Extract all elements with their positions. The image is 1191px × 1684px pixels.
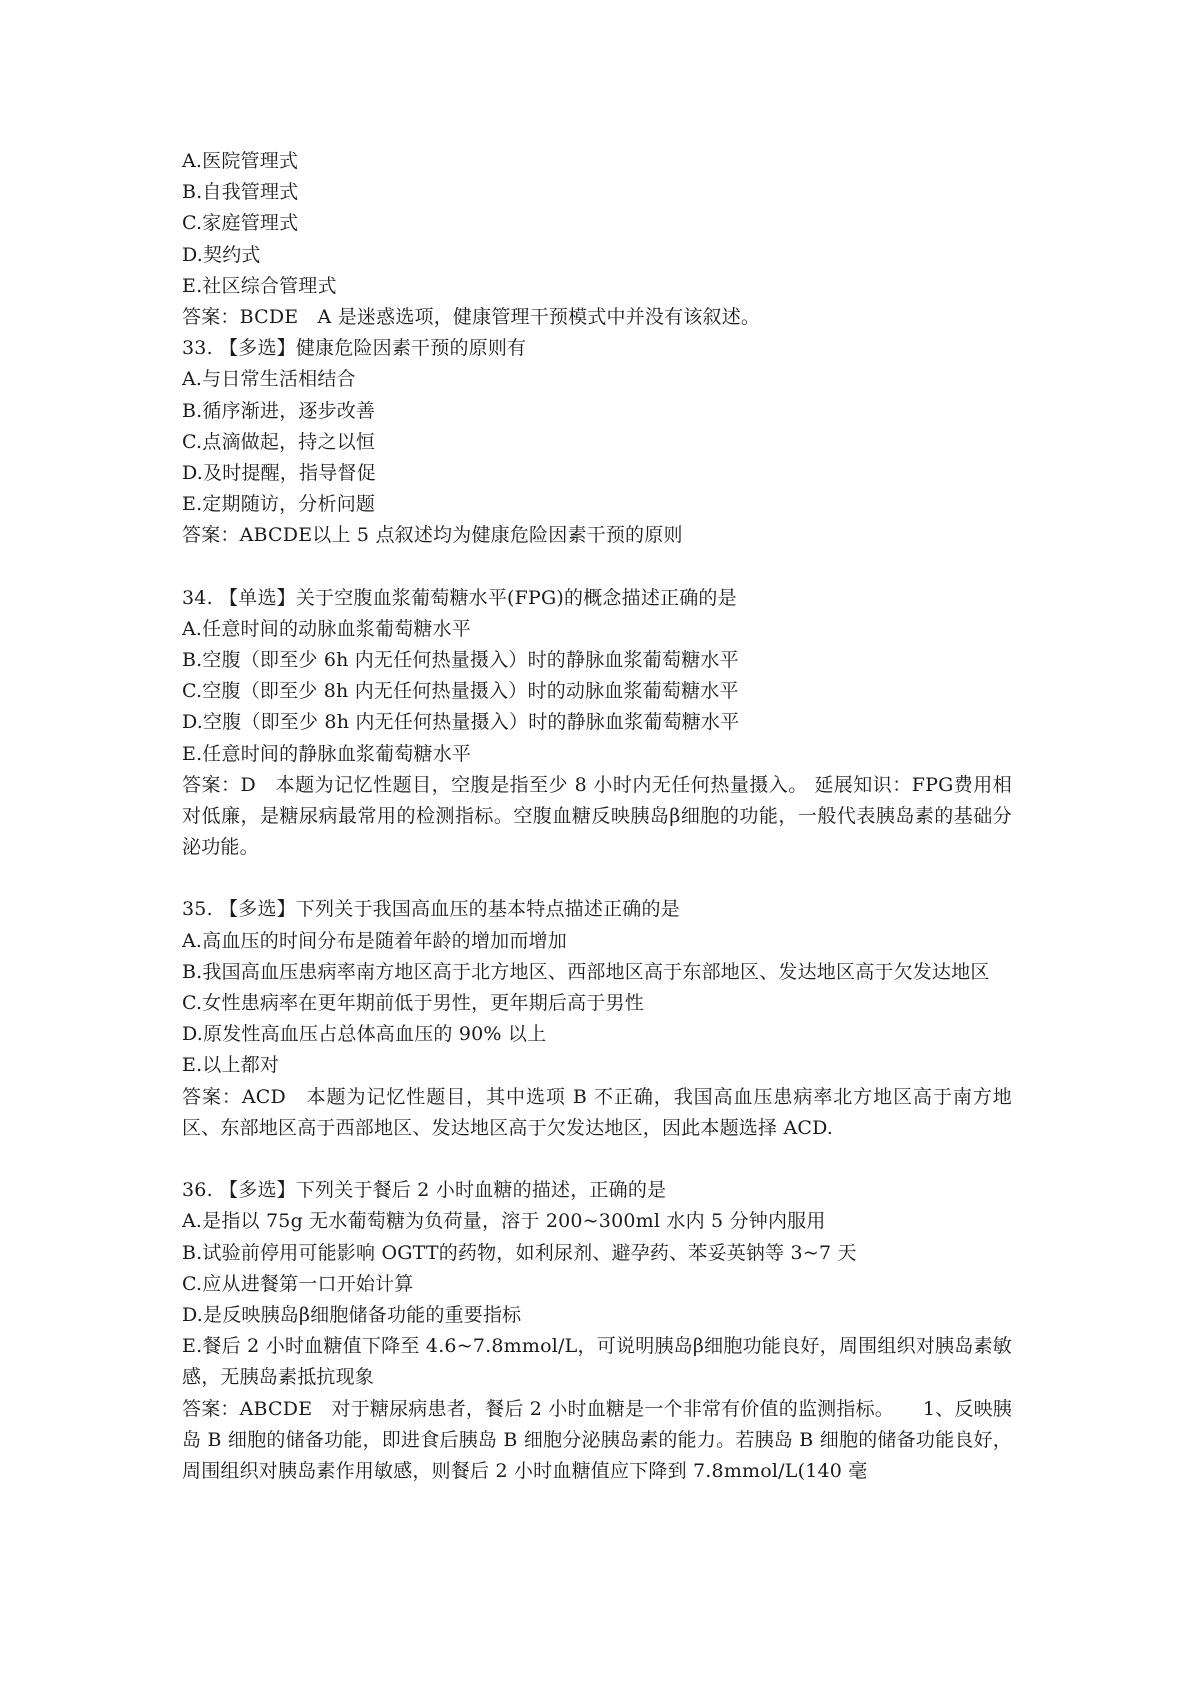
spacer bbox=[182, 552, 1012, 583]
spacer bbox=[182, 1144, 1012, 1175]
question-stem: 33. 【多选】健康危险因素干预的原则有 bbox=[182, 337, 527, 360]
answer-text: 答案：ABCDE以上 5 点叙述均为健康危险因素干预的原则 bbox=[182, 524, 683, 547]
question-34 bbox=[182, 583, 1012, 864]
option-c: C.女性患病率在更年期前低于男性，更年期后高于男性 bbox=[182, 992, 644, 1015]
option-b: B.空腹（即至少 6h 内无任何热量摄入）时的静脉血浆葡萄糖水平 bbox=[182, 649, 739, 672]
option-d: D.是反映胰岛β细胞储备功能的重要指标 bbox=[182, 1303, 522, 1326]
option-b: B.我国高血压患病率南方地区高于北方地区、西部地区高于东部地区、发达地区高于欠发达地区 bbox=[182, 960, 990, 983]
option-d: D.原发性高血压占总体高血压的 90% 以上 bbox=[182, 1023, 547, 1046]
document-page bbox=[182, 146, 1012, 1487]
option-a: A.与日常生活相结合 bbox=[182, 368, 356, 391]
answer-text: 答案：ABCDE 对于糖尿病患者，餐后 2 小时血糖是一个非常有价值的监测指标。 1、反映胰岛 B 细胞的储备功能，即进食后胰岛 B 细胞分泌胰岛素的能力。若胰岛 B 细胞的储备功能良好，周围组织对胰岛素作用敏感，则餐后 2 小时血糖值应下降到 7.8mmol/L(140 毫 bbox=[182, 1397, 1012, 1482]
option-d: D.及时提醒，指导督促 bbox=[182, 462, 376, 485]
option-c: C.应从进餐第一口开始计算 bbox=[182, 1272, 414, 1295]
answer-text: 答案：BCDE A 是迷惑选项，健康管理干预模式中并没有该叙述。 bbox=[182, 306, 761, 329]
answer-text: 答案：ACD 本题为记忆性题目，其中选项 B 不正确，我国高血压患病率北方地区高于南方地区、东部地区高于西部地区、发达地区高于欠发达地区，因此本题选择 ACD. bbox=[182, 1085, 1012, 1139]
question-stem: 34. 【单选】关于空腹血浆葡萄糖水平(FPG)的概念描述正确的是 bbox=[182, 586, 737, 609]
question-stem: 35. 【多选】下列关于我国高血压的基本特点描述正确的是 bbox=[182, 898, 680, 921]
option-c: C.点滴做起，持之以恒 bbox=[182, 430, 376, 453]
question-stem: 36. 【多选】下列关于餐后 2 小时血糖的描述，正确的是 bbox=[182, 1179, 667, 1202]
option-b: B.试验前停用可能影响 OGTT的药物，如利尿剂、避孕药、苯妥英钠等 3~7 天 bbox=[182, 1241, 857, 1264]
option-e: E.社区综合管理式 bbox=[182, 274, 337, 297]
option-e: E.餐后 2 小时血糖值下降至 4.6~7.8mmol/L，可说明胰岛β细胞功能良好，周围组织对胰岛素敏感，无胰岛素抵抗现象 bbox=[182, 1335, 1012, 1389]
prev-question-block bbox=[182, 146, 1012, 333]
answer-text: 答案：D 本题为记忆性题目，空腹是指至少 8 小时内无任何热量摄入。 延展知识：FPG费用相对低廉，是糖尿病最常用的检测指标。空腹血糖反映胰岛β细胞的功能，一般代表胰岛素的基础分泌功能。 bbox=[182, 773, 1012, 859]
option-d: D.空腹（即至少 8h 内无任何热量摄入）时的静脉血浆葡萄糖水平 bbox=[182, 711, 740, 734]
option-a: A.任意时间的动脉血浆葡萄糖水平 bbox=[182, 617, 471, 640]
option-e: E.定期随访，分析问题 bbox=[182, 493, 376, 516]
option-a: A.是指以 75g 无水葡萄糖为负荷量，溶于 200~300ml 水内 5 分钟内服用 bbox=[182, 1210, 826, 1233]
option-c: C.空腹（即至少 8h 内无任何热量摄入）时的动脉血浆葡萄糖水平 bbox=[182, 680, 739, 703]
question-33 bbox=[182, 333, 1012, 551]
option-c: C.家庭管理式 bbox=[182, 212, 299, 235]
option-e: E.以上都对 bbox=[182, 1054, 280, 1077]
option-e: E.任意时间的静脉血浆葡萄糖水平 bbox=[182, 742, 472, 765]
option-a: A.医院管理式 bbox=[182, 150, 299, 172]
option-b: B.循序渐进，逐步改善 bbox=[182, 399, 376, 422]
option-d: D.契约式 bbox=[182, 243, 261, 266]
question-36 bbox=[182, 1175, 1012, 1487]
question-35 bbox=[182, 894, 1012, 1144]
option-b: B.自我管理式 bbox=[182, 181, 299, 204]
option-a: A.高血压的时间分布是随着年龄的增加而增加 bbox=[182, 929, 567, 952]
spacer bbox=[182, 863, 1012, 894]
